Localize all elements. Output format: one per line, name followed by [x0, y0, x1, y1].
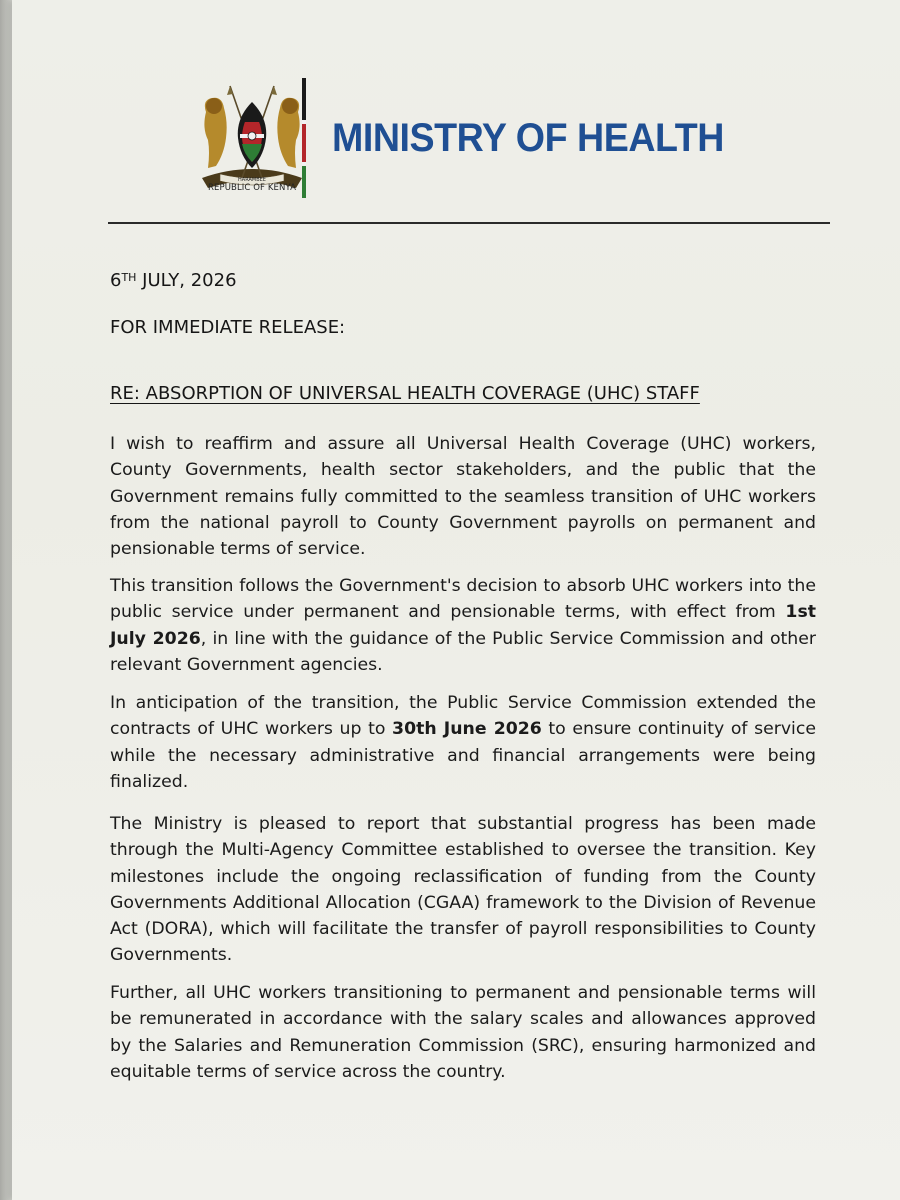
paragraph-text: , in line with the guidance of the Public Service Commission and other relevant Government agencies. [110, 628, 816, 675]
svg-text:HARAMBEE: HARAMBEE [238, 177, 266, 183]
date-day: 6 [110, 270, 122, 291]
ministry-title: MINISTRY OF HEALTH [332, 116, 724, 160]
paragraph-text: In anticipation of the transition, the Public Service Commission extended the contracts of UHC workers up to [110, 693, 816, 740]
paragraph [110, 431, 816, 562]
paragraph-text: The Ministry is pleased to report that substantial progress has been made through the Multi-Agency Committee established to oversee the transition. Key milestones include the ongoing reclassification of funding from the County Governments Additional Allocation (CGAA) framework to the Division of Revenue Act (DORA), which will facilitate the transfer of payroll responsibilities to County Governments. [110, 814, 816, 966]
flag-stripe-red [302, 124, 306, 162]
paragraph-text: to ensure continuity of service while the necessary administrative and financial arrangements were being finalized. [110, 719, 816, 792]
release-date [110, 270, 237, 291]
date-month-year: JULY, 2026 [136, 270, 237, 291]
paragraph [110, 980, 816, 1085]
paragraph [110, 690, 816, 795]
subject-heading: RE: ABSORPTION OF UNIVERSAL HEALTH COVERAGE (UHC) STAFF [110, 383, 700, 404]
bold-date-text: 1st July 2026 [110, 602, 816, 649]
republic-caption: REPUBLIC OF KENYA [208, 183, 296, 193]
paragraph [110, 811, 816, 969]
flag-stripe-green [302, 166, 306, 198]
paragraph [110, 573, 816, 678]
paragraph-text: I wish to reaffirm and assure all Universal Health Coverage (UHC) workers, County Governments, health sector stakeholders, and the public that the Government remains fully committed to the seamless transition of UHC workers from the national payroll to County Government payrolls on permanent and pensionable terms of service. [110, 434, 816, 560]
release-label: FOR IMMEDIATE RELEASE: [110, 317, 346, 338]
paragraph-text: This transition follows the Government's decision to absorb UHC workers into the public service under permanent and pensionable terms, with effect from [110, 576, 816, 623]
bold-date-text: 30th June 2026 [392, 719, 542, 740]
flag-stripe-black [302, 78, 306, 120]
paragraph-text: Further, all UHC workers transitioning to permanent and pensionable terms will be remunerated in accordance with the salary scales and allowances approved by the Salaries and Remuneration Commission (SRC), ensuring harmonized and equitable terms of service across the country. [110, 983, 816, 1082]
press-release-document [12, 0, 900, 1200]
header-divider [108, 222, 830, 224]
date-suffix: TH [121, 271, 137, 284]
